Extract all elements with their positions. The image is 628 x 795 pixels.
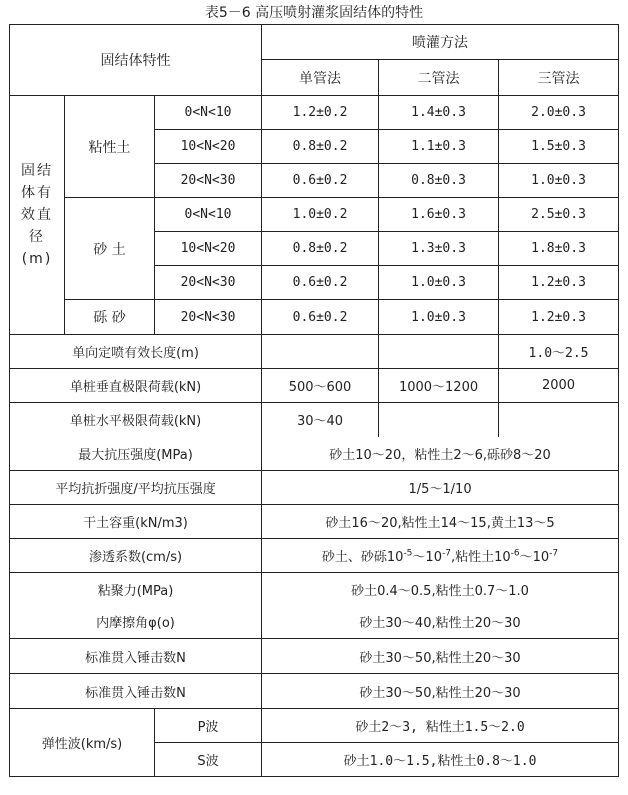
permeability-exponent: -6 xyxy=(510,548,520,559)
permeability-exponent: -7 xyxy=(549,548,559,559)
table-row xyxy=(10,471,619,505)
diameter-label: 固结体有效直径(m) xyxy=(10,96,65,335)
dry-density-value: 砂土16～20,粘性土14～15,黄土13～5 xyxy=(262,505,619,539)
range-cell: 10<N<20 xyxy=(155,130,262,164)
table-caption: 表5－6 高压喷射灌浆固结体的特性 xyxy=(204,5,424,21)
value-cell: 1.2±0.3 xyxy=(499,266,619,300)
header-row xyxy=(10,25,619,60)
table-row xyxy=(10,505,619,539)
table-row xyxy=(10,606,619,639)
dry-density-label: 干土容重(kN/m3) xyxy=(10,505,262,539)
value-cell: 500～600 xyxy=(262,369,379,403)
permeability-text: ～10 xyxy=(519,550,550,565)
table-row xyxy=(10,369,619,403)
range-cell: 20<N<30 xyxy=(155,164,262,198)
soil-gravel: 砾 砂 xyxy=(65,300,155,335)
permeability-value xyxy=(262,539,619,573)
value-cell: 1000～1200 xyxy=(379,369,499,403)
cohesion-value: 砂土0.4～0.5,粘性土0.7～1.0 xyxy=(262,573,619,606)
table-row xyxy=(10,674,619,709)
properties-table xyxy=(9,24,619,777)
p-wave-label: P波 xyxy=(155,709,262,743)
value-cell: 0.8±0.3 xyxy=(379,164,499,198)
value-cell: 30～40 xyxy=(262,403,379,437)
permeability-exponent: -5 xyxy=(403,548,413,559)
value-cell: 0.8±0.2 xyxy=(262,232,379,266)
permeability-text: ～10 xyxy=(412,550,442,565)
range-cell: 20<N<30 xyxy=(155,266,262,300)
value-cell: 1.3±0.3 xyxy=(379,232,499,266)
value-cell: 0.6±0.2 xyxy=(262,164,379,198)
s-wave-label: S波 xyxy=(155,743,262,777)
vertical-load-label: 单桩垂直极限荷载(kN) xyxy=(10,369,262,403)
permeability-text: 砂土、砂砾10 xyxy=(321,550,404,565)
header-method-double: 二管法 xyxy=(379,60,499,96)
value-cell: 1.8±0.3 xyxy=(499,232,619,266)
value-cell: 1.1±0.3 xyxy=(379,130,499,164)
spt-value: 砂土30～50,粘性土20～30 xyxy=(262,639,619,674)
table-row xyxy=(10,300,619,335)
value-cell xyxy=(499,403,619,437)
value-cell xyxy=(379,335,499,369)
soil-sand: 砂 土 xyxy=(65,198,155,300)
table-row xyxy=(10,437,619,471)
range-cell: 0<N<10 xyxy=(155,198,262,232)
value-cell: 1.2±0.2 xyxy=(262,96,379,130)
value-cell: 2.5±0.3 xyxy=(499,198,619,232)
cohesion-label: 粘聚力(MPa) xyxy=(10,573,262,606)
permeability-label: 渗透系数(cm/s) xyxy=(10,539,262,573)
value-cell: 1.2±0.3 xyxy=(499,300,619,335)
elastic-label-text: 弹性波(km/s) xyxy=(41,737,123,752)
value-cell xyxy=(379,403,499,437)
permeability-exponent: -7 xyxy=(441,548,451,559)
value-cell: 2000 xyxy=(499,369,619,403)
friction-value: 砂土30～40,粘性土20～30 xyxy=(262,606,619,639)
value-cell: 1.5±0.3 xyxy=(499,130,619,164)
header-property: 固结体特性 xyxy=(10,25,262,96)
value-cell: 1.0～2.5 xyxy=(499,335,619,369)
ratio-value: 1/5～1/10 xyxy=(262,471,619,505)
value-cell: 1.6±0.3 xyxy=(379,198,499,232)
value-cell: 1.0±0.2 xyxy=(262,198,379,232)
max-strength-value: 砂土10～20，粘性土2～6,砾砂8～20 xyxy=(262,437,619,471)
spt-label: 标准贯入锤击数N xyxy=(10,674,262,709)
value-cell: 2.0±0.3 xyxy=(499,96,619,130)
s-wave-value: 砂土1.0～1.5,粘性土0.8～1.0 xyxy=(262,743,619,777)
spt-value: 砂土30～50,粘性土20～30 xyxy=(262,674,619,709)
max-strength-label: 最大抗压强度(MPa) xyxy=(10,437,262,471)
table-row xyxy=(10,573,619,606)
range-cell: 0<N<10 xyxy=(155,96,262,130)
value-cell: 1.4±0.3 xyxy=(379,96,499,130)
table-row xyxy=(10,335,619,369)
value-cell: 0.8±0.2 xyxy=(262,130,379,164)
jet-length-label: 单向定喷有效长度(m) xyxy=(10,335,262,369)
value-cell: 1.0±0.3 xyxy=(499,164,619,198)
elastic-label xyxy=(10,709,155,777)
value-cell: 1.0±0.3 xyxy=(379,266,499,300)
header-method-single: 单管法 xyxy=(262,60,379,96)
table-row xyxy=(10,709,619,743)
table-row xyxy=(10,639,619,674)
range-cell: 10<N<20 xyxy=(155,232,262,266)
horizontal-load-label: 单桩水平极限荷载(kN) xyxy=(10,403,262,437)
p-wave-value: 砂土2～3, 粘性土1.5～2.0 xyxy=(262,709,619,743)
friction-label: 内摩擦角φ(o) xyxy=(10,606,262,639)
ratio-label: 平均抗折强度/平均抗压强度 xyxy=(10,471,262,505)
value-cell xyxy=(262,335,379,369)
range-cell: 20<N<30 xyxy=(155,300,262,335)
header-method: 喷灌方法 xyxy=(262,25,619,60)
spt-label: 标准贯入锤击数N xyxy=(10,639,262,674)
permeability-text: ,粘性土10 xyxy=(450,550,511,565)
value-cell: 0.6±0.2 xyxy=(262,300,379,335)
header-method-triple: 三管法 xyxy=(499,60,619,96)
table-row xyxy=(10,198,619,232)
value-cell: 0.6±0.2 xyxy=(262,266,379,300)
value-cell: 1.0±0.3 xyxy=(379,300,499,335)
table-row xyxy=(10,96,619,130)
table-row xyxy=(10,403,619,437)
table-row xyxy=(10,539,619,573)
soil-clay: 粘性土 xyxy=(65,96,155,198)
